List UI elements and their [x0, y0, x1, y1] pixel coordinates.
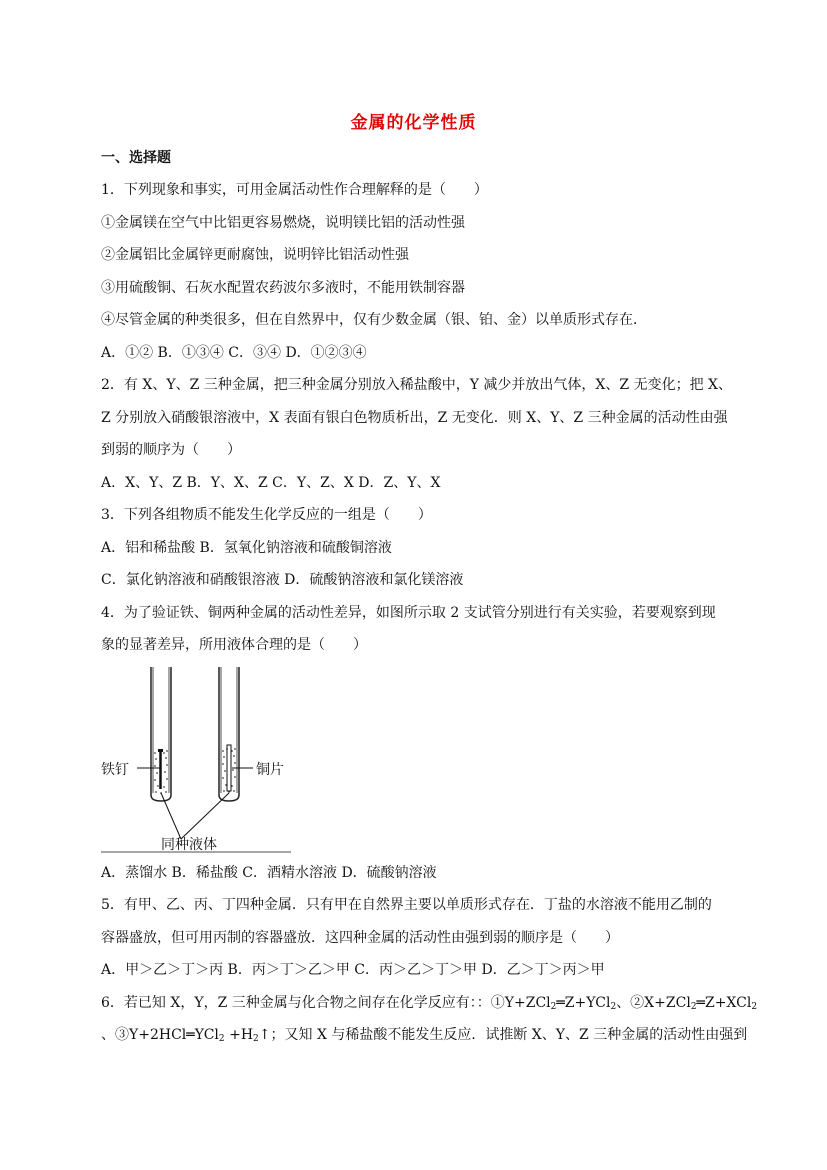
q6-sub-a: 2: [550, 1002, 557, 1012]
label-same-liquid: 同种液体: [161, 837, 217, 853]
q1-stem: 1．下列现象和事实，可用金属活动性作合理解释的是（ ）: [101, 182, 488, 198]
q6-text-e: 、③Y+2HCl═YCl: [101, 1027, 219, 1043]
q6-text-d: ═Z+XCl: [696, 995, 752, 1011]
q5-line-1: 5．有甲、乙、丙、丁四种金属．只有甲在自然界主要以单质形式存在．丁盐的水溶液不能用乙制的: [101, 897, 712, 913]
q2-line-1: 2．有 X、Y、Z 三种金属，把三种金属分别放入稀盐酸中，Y 减少并放出气体，X、Z 无变化；把 X、: [101, 377, 732, 393]
q1-statement-3: ③用硫酸铜、石灰水配置农药波尔多液时，不能用铁制容器: [101, 280, 465, 296]
q4-options: A．蒸馏水 B．稀盐酸 C．酒精水溶液 D．硫酸钠溶液: [101, 865, 437, 881]
q1-statement-2: ②金属铝比金属锌更耐腐蚀，说明锌比铝活动性强: [101, 247, 409, 263]
q6-sub-c: 2: [690, 1002, 697, 1012]
test-tube-figure: [101, 665, 301, 855]
q5-line-2: 容器盛放，但可用丙制的容器盛放．这四种金属的活动性由强到弱的顺序是（ ）: [101, 930, 619, 946]
q1-options: A．①② B．①③④ C．③④ D．①②③④: [101, 345, 367, 361]
test-tube-diagram: [101, 665, 301, 855]
q6-text-b: ═Z+YCl: [556, 995, 611, 1011]
q1-statement-4: ④尽管金属的种类很多，但在自然界中，仅有少数金属（银、铂、金）以单质形式存在．: [101, 312, 647, 328]
q6-sub-e: 2: [218, 1034, 225, 1044]
iron-nail: [158, 749, 163, 789]
q3-options-ab: A．铝和稀盐酸 B．氢氧化钠溶液和硫酸铜溶液: [101, 540, 392, 556]
right-test-tube: [219, 667, 239, 801]
q3-stem: 3．下列各组物质不能发生化学反应的一组是（ ）: [101, 507, 432, 523]
label-iron-nail: 铁钉: [101, 762, 129, 778]
section-heading: 一、选择题: [101, 150, 171, 166]
copper-strip: [227, 745, 231, 791]
q2-line-3: 到弱的顺序为（ ）: [101, 442, 241, 458]
q6-text-f: +H: [224, 1027, 254, 1043]
q6-text-c: 、②X+ZCl: [616, 995, 691, 1011]
q6-text-a: 6．若已知 X，Y，Z 三种金属与化合物之间存在化学反应有：：①Y+ZCl: [101, 995, 551, 1011]
q6-sub-b: 2: [610, 1002, 617, 1012]
q6-sub-f: 2: [253, 1034, 259, 1044]
q6-line-1: [101, 993, 757, 1017]
q6-line-2: [101, 1025, 747, 1049]
q3-options-cd: C．氯化钠溶液和硝酸银溶液 D．硫酸钠溶液和氯化镁溶液: [101, 572, 464, 588]
page-title: 金属的化学性质: [350, 113, 477, 133]
q4-line-2: 象的显著差异，所用液体合理的是（ ）: [101, 637, 367, 653]
q6-text-g: ↑；又知 X 与稀盐酸不能发生反应．试推断 X、Y、Z 三种金属的活动性由强到: [258, 1027, 748, 1043]
q2-options: A．X、Y、Z B．Y、X、Z C．Y、Z、X D．Z、Y、X: [101, 475, 441, 491]
q2-line-2: Z 分别放入硝酸银溶液中，X 表面有银白色物质析出，Z 无变化．则 X、Y、Z 三种金属的活动性由强: [101, 410, 728, 426]
q5-options: A．甲＞乙＞丁＞丙 B．丙＞丁＞乙＞甲 C．丙＞乙＞丁＞甲 D．乙＞丁＞丙＞甲: [101, 962, 605, 978]
q1-statement-1: ①金属镁在空气中比铝更容易燃烧，说明镁比铝的活动性强: [101, 215, 465, 231]
label-copper: 铜片: [256, 762, 284, 778]
q6-sub-d: 2: [751, 1002, 758, 1012]
q4-line-1: 4．为了验证铁、铜两种金属的活动性差异，如图所示取 2 支试管分别进行有关实验，若要观察到现: [101, 605, 716, 621]
